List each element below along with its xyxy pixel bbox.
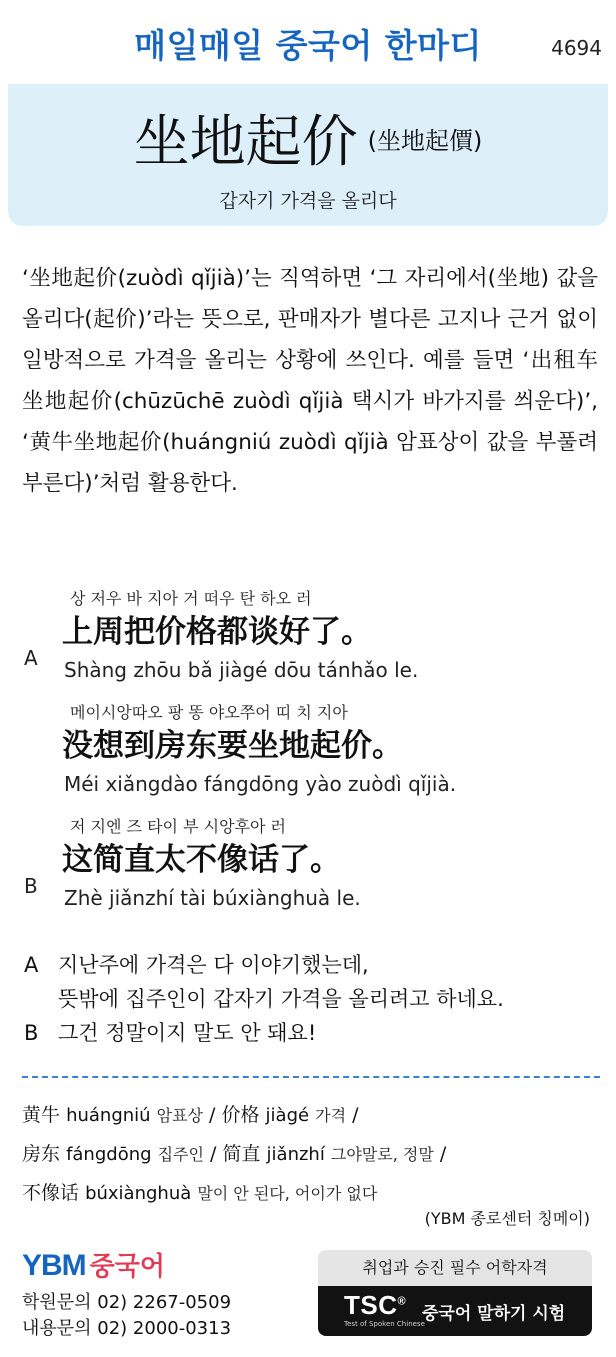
expression-hanzi: 坐地起价 — [133, 110, 358, 175]
speaker-label: A — [24, 953, 39, 977]
vocab-line: 房东 fángdōng 집주인 / 简直 jiǎnzhí 그야말로, 정말 / — [22, 1143, 447, 1165]
dialogue-line-2 — [22, 700, 592, 812]
ybm-chinese-wordmark: 중국어 — [89, 1252, 166, 1282]
dialogue-hanzi: 这简直太不像话了。 — [62, 842, 341, 878]
ybm-wordmark: YBM — [22, 1249, 86, 1282]
author-credit: (YBM 종로센터 칭메이) — [424, 1209, 590, 1228]
tsc-logo-tagline: Test of Spoken Chinese — [344, 1320, 425, 1328]
translation-line — [22, 948, 602, 982]
main-expression — [8, 98, 608, 178]
vocab-pinyin: búxiànghuà — [85, 1183, 192, 1204]
series-title: 매일매일 중국어 한마디 — [134, 26, 482, 65]
contact-info — [22, 1290, 231, 1342]
dialogue-pinyin: Shàng zhōu bǎ jiàgé dōu tánhǎo le. — [64, 658, 419, 682]
dialogue-hanzi: 没想到房东要坐地起价。 — [62, 728, 403, 764]
academy-phone: 학원문의 02) 2267-0509 — [22, 1292, 232, 1313]
vocab-hanzi: 简直 — [222, 1143, 261, 1165]
vocab-pinyin: jiǎnzhí — [266, 1144, 325, 1165]
korean-reading: 저 지엔 즈 타이 부 시앙후아 러 — [70, 817, 286, 836]
vocab-korean: 가격 — [315, 1106, 347, 1125]
explanation-paragraph: ‘坐地起价(zuòdì qǐjià)’는 직역하면 ‘그 자리에서(坐地) 값을 올리다(起价)’라는 뜻으로, 판매자가 별다른 고지나 근거 없이 일방적으로 가격을 올리는 상황에 쓰인다. 예를 들면 ‘出租车坐地起价(chūzūchē zuòdì qǐjià 택시가 바가지를 씌운다)’, ‘黄牛坐地起价(huángniú zuòdì qǐjià 암표상이 값을 부풀려 부른다)’처럼 활용한다. — [22, 266, 598, 496]
dialogue-line-3 — [22, 814, 592, 926]
vocab-korean: 집주인 — [157, 1145, 204, 1164]
dialogue-line-1 — [22, 586, 592, 698]
translation-text: 지난주에 가격은 다 이야기했는데, — [58, 953, 369, 977]
ybm-logo — [22, 1246, 165, 1282]
translation-line — [22, 982, 602, 1016]
ad-tagline: 취업과 승진 필수 어학자격 — [318, 1250, 592, 1286]
tsc-logo: TSC® — [344, 1290, 407, 1320]
korean-translation — [22, 948, 602, 1050]
dialogue-pinyin: Méi xiǎngdào fángdōng yào zuòdì qǐjià. — [64, 772, 457, 796]
ad-title: 중국어 말하기 시험 — [422, 1304, 566, 1324]
vocab-hanzi: 不像话 — [22, 1182, 80, 1204]
vocab-korean: 암표상 — [156, 1106, 203, 1125]
korean-reading: 메이시앙따오 팡 똥 야오쭈어 띠 치 지아 — [70, 703, 348, 722]
issue-number: 4694 — [551, 36, 602, 60]
speaker-label: A — [24, 646, 38, 670]
expression-header-box — [8, 84, 608, 226]
expression-traditional: (坐地起價) — [367, 126, 483, 155]
translation-text: 그건 정말이지 말도 안 돼요! — [58, 1021, 317, 1045]
vocab-korean: 그야말로, 정말 — [330, 1145, 434, 1164]
dialogue-pinyin: Zhè jiǎnzhí tài búxiànghuà le. — [64, 886, 361, 910]
expression-meaning: 갑자기 가격을 올리다 — [219, 190, 397, 212]
dashed-divider — [22, 1076, 600, 1078]
vocab-hanzi: 黄牛 — [22, 1104, 61, 1126]
speaker-label: B — [24, 874, 38, 898]
vocab-hanzi: 房东 — [22, 1143, 61, 1165]
highlighted-expression: 坐地起价 — [248, 728, 372, 764]
tsc-advertisement — [318, 1250, 592, 1336]
vocab-pinyin: jiàgé — [265, 1105, 310, 1126]
vocab-line: 黄牛 huángniú 암표상 / 价格 jiàgé 가격 / — [22, 1104, 359, 1126]
vocab-pinyin: fángdōng — [66, 1144, 152, 1165]
content-phone: 내용문의 02) 2000-0313 — [22, 1318, 232, 1339]
speaker-label: B — [24, 1021, 39, 1045]
vocabulary-list — [22, 1096, 602, 1213]
translation-line — [22, 1016, 602, 1050]
ad-banner — [318, 1286, 592, 1336]
vocab-pinyin: huángniú — [66, 1105, 151, 1126]
dialogue-hanzi: 上周把价格都谈好了。 — [62, 614, 372, 650]
top-header — [0, 0, 616, 84]
korean-reading: 상 저우 바 지아 거 떠우 탄 하오 러 — [70, 589, 312, 608]
vocab-korean: 말이 안 된다, 어이가 없다 — [197, 1184, 378, 1203]
vocab-hanzi: 价格 — [221, 1104, 260, 1126]
translation-text: 뜻밖에 집주인이 갑자기 가격을 올리려고 하네요. — [58, 987, 504, 1011]
